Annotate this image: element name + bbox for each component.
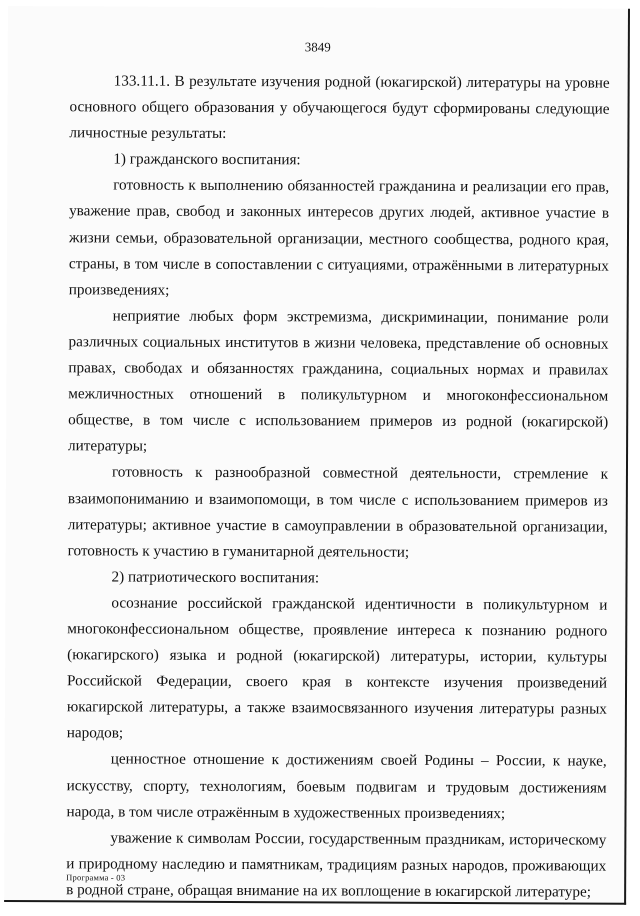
- document-page: [4, 6, 630, 905]
- paragraph: готовность к выполнению обязанностей гражданина и реализации его прав, уважение прав, свобод и законных интересов других людей, активное участие в жизни семьи, образовательной организации, местного сообщества, родного края, страны, в том числе в сопоставлении с ситуациями, отражёнными в литературных произведениях;: [68, 176, 610, 299]
- section-heading-civic: 1) гражданского воспитания:: [113, 150, 301, 169]
- document-body: [66, 68, 610, 905]
- footer-label: Программа - 03: [66, 872, 126, 883]
- section-heading-patriotic: 2) патриотического воспитания:: [111, 568, 320, 587]
- paragraph: осознание российской гражданской идентичности в поликультурном и многоконфессиональном обществе, проявление интереса к познанию родного (юкагирского) языка и родной (юкагирской) литературы, истории, культуры Российской Федерации, своего края в контексте изучения произведений юкагирской литературы, а также взаимосвязанного изучения литературы разных народов;: [66, 594, 608, 742]
- page-number: 3849: [304, 39, 331, 55]
- paragraph-intro: 133.11.1. В результате изучения родной (юкагирской) литературы на уровне основного общего образования у обучающегося будут сформированы следующие личностные результаты:: [69, 72, 610, 143]
- paragraph: готовность к разнообразной совместной деятельности, стремление к взаимопониманию и взаимопомощи, в том числе с использованием примеров из литературы; активное участие в самоуправлении в образовательной организации, готовность к участию в гуманитарной деятельности;: [67, 463, 608, 561]
- paragraph: ценностное отношение к достижениям своей Родины – России, к науке, искусству, спорту, технологиям, боевым подвигам и трудовым достижениям народа, в том числе отражённым в художественных произведениях;: [66, 750, 607, 822]
- paragraph: уважение к символам России, государственным праздникам, историческому и природному наследию и памятникам, традициям разных народов, проживающих в родной стране, обращая внимание на их воплощение в юкагирской литературе;: [66, 829, 607, 901]
- paragraph: неприятие любых форм экстремизма, дискриминации, понимание роли различных социальных институтов в жизни человека, представление об основных правах, свободах и обязанностях гражданина, социальных нормах и правилах межличностных отношений в поликультурном и многоконфессиональном обществе, в том числе с использованием примеров из родной (юкагирской) литературы;: [68, 307, 609, 455]
